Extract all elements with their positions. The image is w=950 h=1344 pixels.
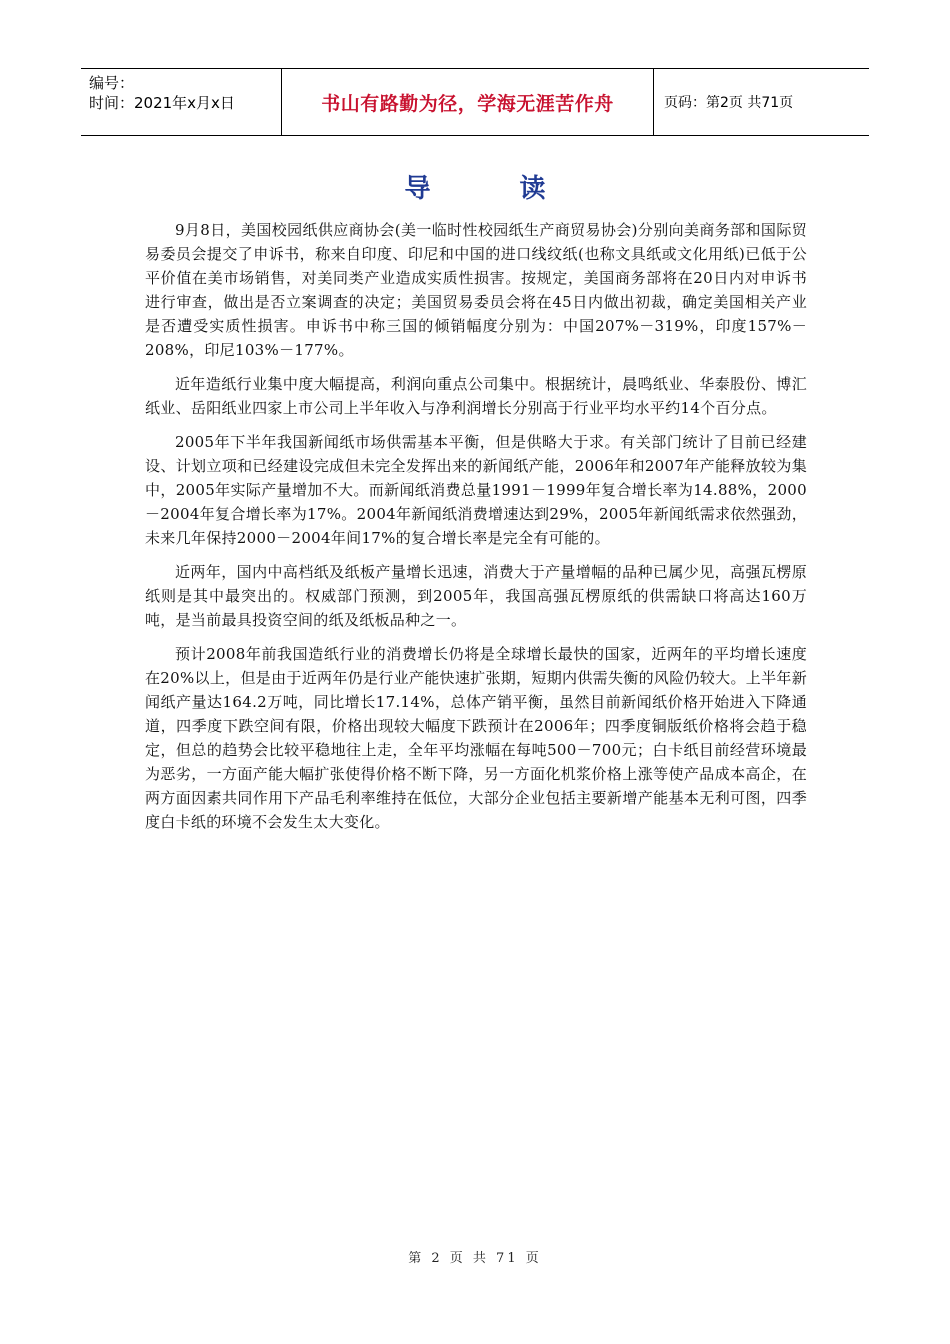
header-page-info: 页码：第2页 共71页 [664,95,794,111]
header-meta [81,69,282,135]
page-header [81,68,869,136]
paragraph-1: 9月8日，美国校园纸供应商协会(美一临时性校园纸生产商贸易协会)分别向美商务部和国际贸易委员会提交了申诉书，称来自印度、印尼和中国的进口线纹纸(也称文具纸或文化用纸)已低于公平价值在美市场销售，对美同类产业造成实质性损害。按规定，美国商务部将在20日内对申诉书进行审查，做出是否立案调查的决定；美国贸易委员会将在45日内做出初裁，确定美国相关产业是否遭受实质性损害。申诉书中称三国的倾销幅度分别为：中国207%－319%，印度157%－208%，印尼103%－177%。 [145,221,807,359]
header-motto: 书山有路勤为径，学海无涯苦作舟 [282,69,654,135]
document-body [145,218,807,844]
page-title: 导 读 [404,174,586,204]
document-number-label: 编号： [89,74,135,92]
paragraph-5: 预计2008年前我国造纸行业的消费增长仍将是全球增长最快的国家，近两年的平均增长速度在20%以上，但是由于近两年仍是行业产能快速扩张期，短期内供需失衡的风险仍较大。上半年新闻纸产量达164.2万吨，同比增长17.14%，总体产销平衡，虽然目前新闻纸价格开始进入下降通道，四季度下跌空间有限，价格出现较大幅度下跌预计在2006年；四季度铜版纸价格将会趋于稳定，但总的趋势会比较平稳地往上走，全年平均涨幅在每吨500－700元；白卡纸目前经营环境最为恶劣，一方面产能大幅扩张使得价格不断下降，另一方面化机浆价格上涨等使产品成本高企，在两方面因素共同作用下产品毛利率维持在低位，大部分企业包括主要新增产能基本无利可图，四季度白卡纸的环境不会发生太大变化。 [145,645,807,831]
page-footer: 第 2 页 共 71 页 [408,1251,542,1266]
paragraph-2: 近年造纸行业集中度大幅提高，利润向重点公司集中。根据统计，晨鸣纸业、华泰股份、博汇纸业、岳阳纸业四家上市公司上半年收入与净利润增长分别高于行业平均水平约14个百分点。 [145,375,807,417]
paragraph-3: 2005年下半年我国新闻纸市场供需基本平衡，但是供略大于求。有关部门统计了目前已经建设、计划立项和已经建设完成但未完全发挥出来的新闻纸产能，2006年和2007年产能释放较为集中，2005年实际产量增加不大。而新闻纸消费总量1991－1999年复合增长率为14.88%，2000－2004年复合增长率为17%。2004年新闻纸消费增速达到29%，2005年新闻纸需求依然强劲，未来几年保持2000－2004年间17%的复合增长率是完全有可能的。 [145,433,807,547]
paragraph-4: 近两年，国内中高档纸及纸板产量增长迅速，消费大于产量增幅的品种已属少见，高强瓦楞原纸则是其中最突出的。权威部门预测，到2005年，我国高强瓦楞原纸的供需缺口将高达160万吨，是当前最具投资空间的纸及纸板品种之一。 [145,563,807,629]
document-date: 时间：2021年x月x日 [89,94,235,112]
